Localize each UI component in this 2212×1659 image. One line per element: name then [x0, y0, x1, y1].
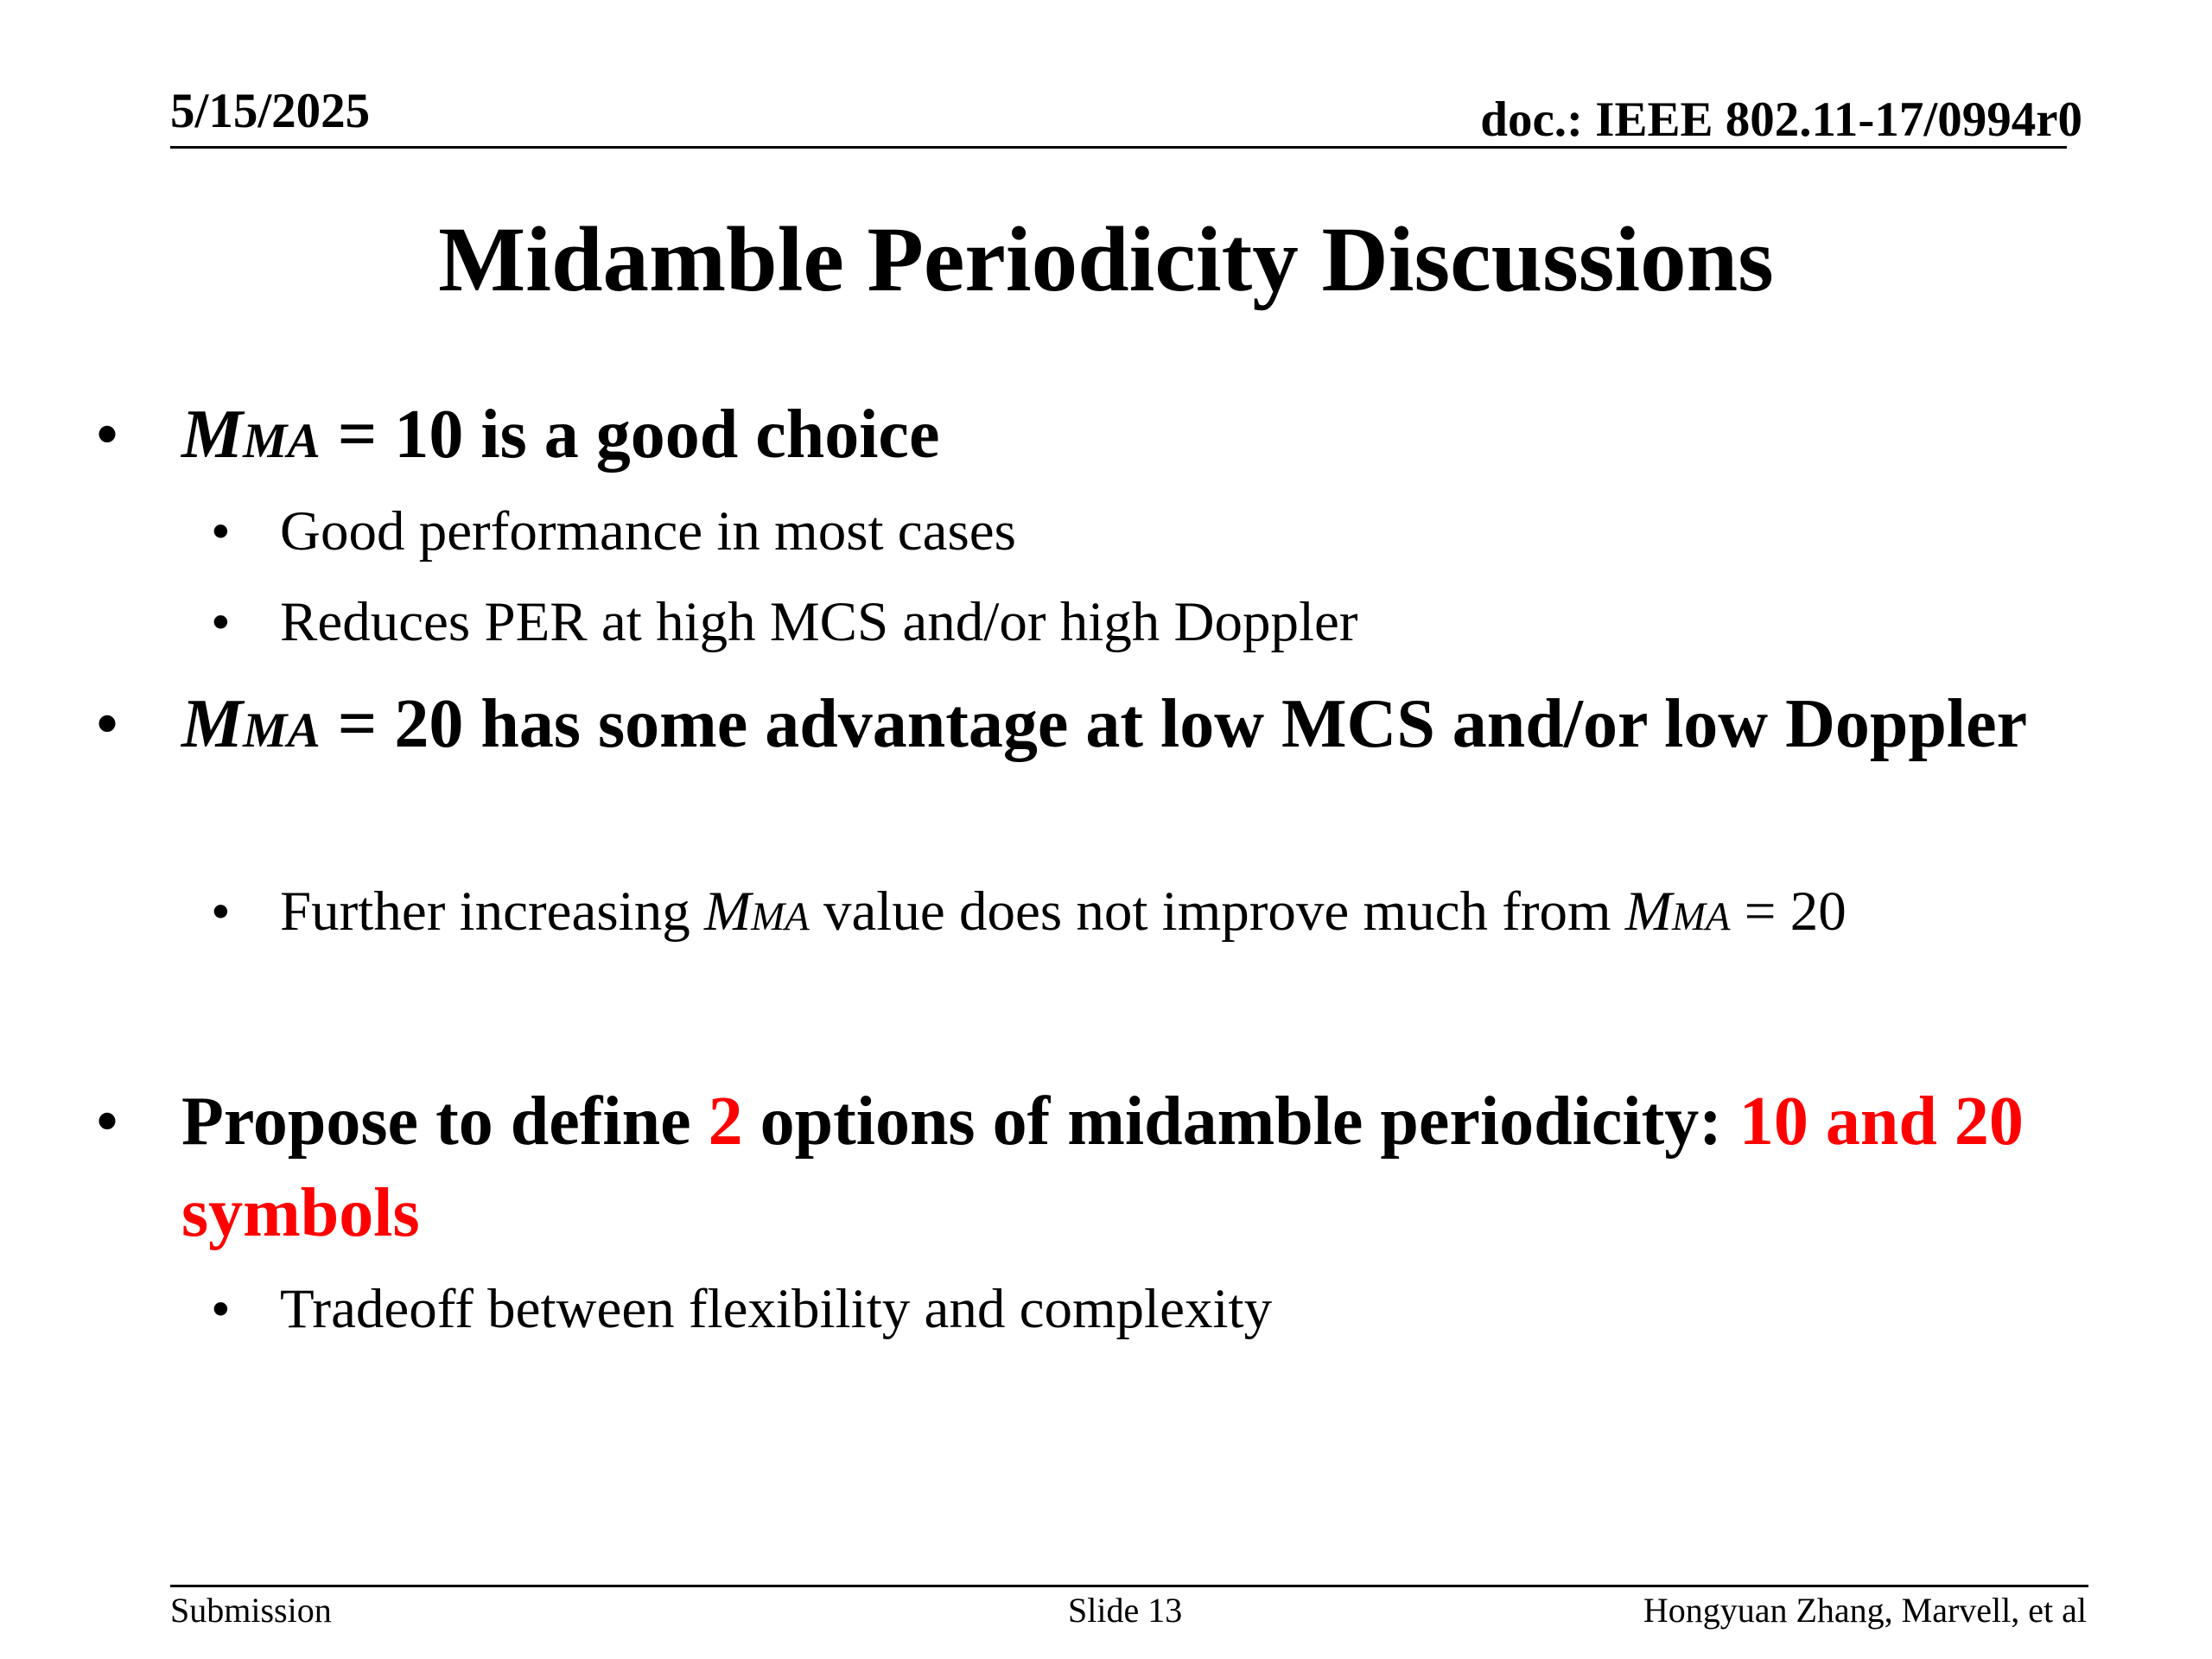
bullet-text: = 10 is a good choice	[320, 397, 940, 473]
sub-bullet-text: Tradeoff between flexibility and complexity	[280, 1278, 1273, 1340]
symbol-m: M	[181, 397, 244, 473]
bullet-mma-10	[95, 389, 2108, 487]
highlight-option-count: 2	[708, 1084, 743, 1160]
sub-bullet-text-part1: Further increasing	[280, 880, 704, 943]
sub-bullet-reduces-per	[211, 588, 2094, 657]
sub-bullet-text-part2: value does not improve much from	[809, 880, 1625, 943]
symbol-subscript: MA	[243, 414, 321, 468]
bullet-text: = 20 has some advantage at low MCS and/or low Doppler	[320, 686, 2028, 762]
highlight-option-values: 10 and 20 symbols	[181, 1084, 2024, 1251]
sub-bullet-tradeoff	[211, 1274, 2094, 1344]
symbol-m: M	[1624, 880, 1672, 943]
slide-title: Midamble Periodicity Discussions	[438, 209, 1774, 311]
sub-bullet-text: Good performance in most cases	[280, 500, 1016, 563]
sub-bullet-further-increasing	[211, 877, 2094, 951]
bullet-marker: •	[95, 397, 120, 473]
bullet-mma-20	[95, 678, 2108, 777]
bullet-marker: •	[95, 1084, 120, 1160]
header-divider	[170, 146, 2067, 149]
footer-slide-number: Slide 13	[1068, 1591, 1183, 1630]
footer-divider	[170, 1585, 2088, 1587]
sub-bullet-text: Reduces PER at high MCS and/or high Doppler	[280, 591, 1358, 653]
symbol-m: M	[703, 880, 752, 943]
bullet-marker: •	[211, 500, 231, 563]
bullet-marker: •	[211, 591, 231, 653]
sub-bullet-good-performance	[211, 497, 2094, 566]
footer-author: Hongyuan Zhang, Marvell, et al	[1643, 1591, 2087, 1630]
symbol-subscript: MA	[243, 703, 321, 758]
symbol-m: M	[181, 686, 244, 762]
symbol-subscript: MA	[751, 894, 810, 939]
sub-bullet-text-part3: = 20	[1730, 880, 1847, 943]
header-date: 5/15/2025	[170, 84, 371, 138]
footer-submission: Submission	[170, 1591, 332, 1630]
bullet-marker: •	[95, 686, 120, 762]
bullet-marker: •	[211, 1278, 231, 1340]
header-doc-id: doc.: IEEE 802.11-17/0994r0	[1480, 92, 2082, 147]
bullet-text-part1: Propose to define	[181, 1084, 709, 1160]
bullet-text-part2: options of midamble periodicity:	[742, 1084, 1739, 1160]
bullet-marker: •	[211, 880, 231, 943]
symbol-subscript: MA	[1671, 894, 1731, 939]
bullet-proposal	[95, 1076, 2108, 1259]
